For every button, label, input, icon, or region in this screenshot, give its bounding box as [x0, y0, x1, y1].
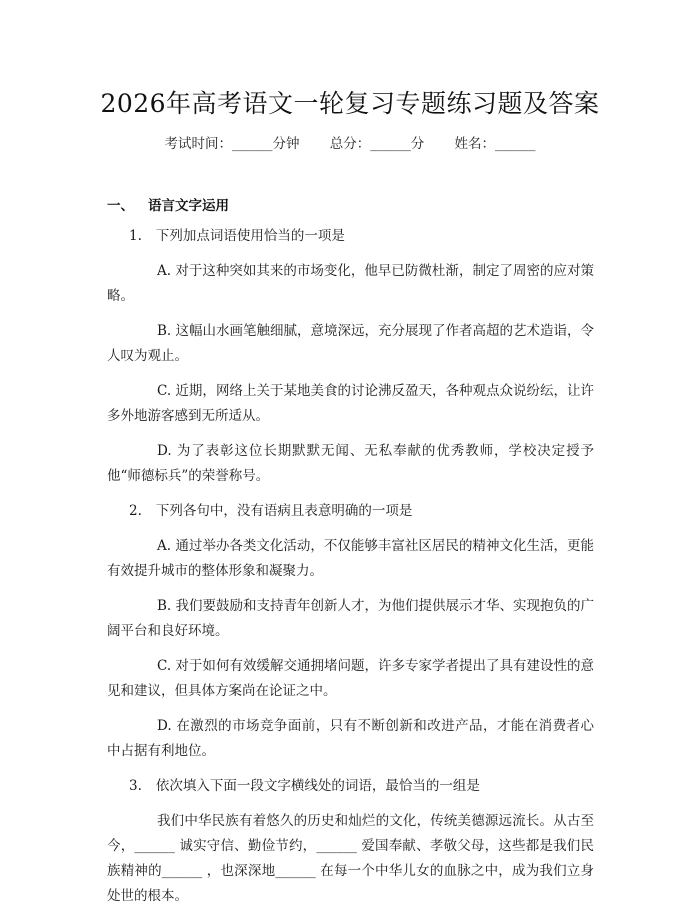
question-number: 2.: [129, 503, 142, 519]
answer-option: D. 为了表彰这位长期默默无闻、无私奉献的优秀教师，学校决定授予他“师德标兵”的荣誉称号。: [107, 443, 594, 484]
exam-info-line: [0, 132, 700, 152]
question-list: [107, 224, 594, 909]
question-text: 下列各句中，没有语病且表意明确的一项是: [155, 503, 413, 519]
section-title: 语言文字运用: [148, 198, 229, 214]
exam-time-field: 考试时间：______分钟: [164, 136, 300, 152]
answer-option: C. 对于如何有效缓解交通拥堵问题，许多专家学者提出了具有建设性的意见和建议，但具体方案尚在论证之中。: [107, 658, 594, 699]
question-number: 3.: [129, 778, 142, 794]
answer-option: A. 通过举办各类文化活动，不仅能够丰富社区居民的精神文化生活，更能有效提升城市的整体形象和凝聚力。: [107, 538, 594, 579]
answer-option: D. 在激烈的市场竞争面前，只有不断创新和改进产品，才能在消费者心中占据有利地位。: [107, 718, 594, 759]
question-number: 1.: [129, 228, 142, 244]
question-text: 下列加点词语使用恰当的一项是: [155, 228, 345, 244]
answer-option: C. 近期，网络上关于某地美食的讨论沸反盈天，各种观点众说纷纭，让许多外地游客感到无所适从。: [107, 383, 594, 424]
question-stem: [107, 224, 594, 249]
question-stem: [107, 774, 594, 799]
fill-in-passage: 我们中华民族有着悠久的历史和灿烂的文化，传统美德源远流长。从古至今，______ 诚实守信、勤俭节约，______ 爱国奉献、孝敬父母，这些都是我们民族精神的______ ，也深深地______ 在每一个中华儿女的血脉之中，成为我们立身处世的根本。: [107, 813, 594, 904]
question-text: 依次填入下面一段文字横线处的词语，最恰当的一组是: [155, 778, 480, 794]
total-score-field: 总分：______分: [329, 136, 425, 152]
section-heading: [107, 194, 229, 214]
answer-option: B. 这幅山水画笔触细腻，意境深远，充分展现了作者高超的艺术造诣，令人叹为观止。: [107, 323, 595, 364]
page-title: 2026年高考语文一轮复习专题练习题及答案: [100, 89, 600, 118]
answer-option: B. 我们要鼓励和支持青年创新人才，为他们提供展示才华、实现抱负的广阔平台和良好环境。: [107, 598, 595, 639]
student-name-field: 姓名：______: [454, 136, 536, 152]
section-number: 一、: [107, 198, 134, 214]
question-stem: [107, 499, 594, 524]
answer-option: A. 对于这种突如其来的市场变化，他早已防微杜渐，制定了周密的应对策略。: [107, 263, 594, 304]
